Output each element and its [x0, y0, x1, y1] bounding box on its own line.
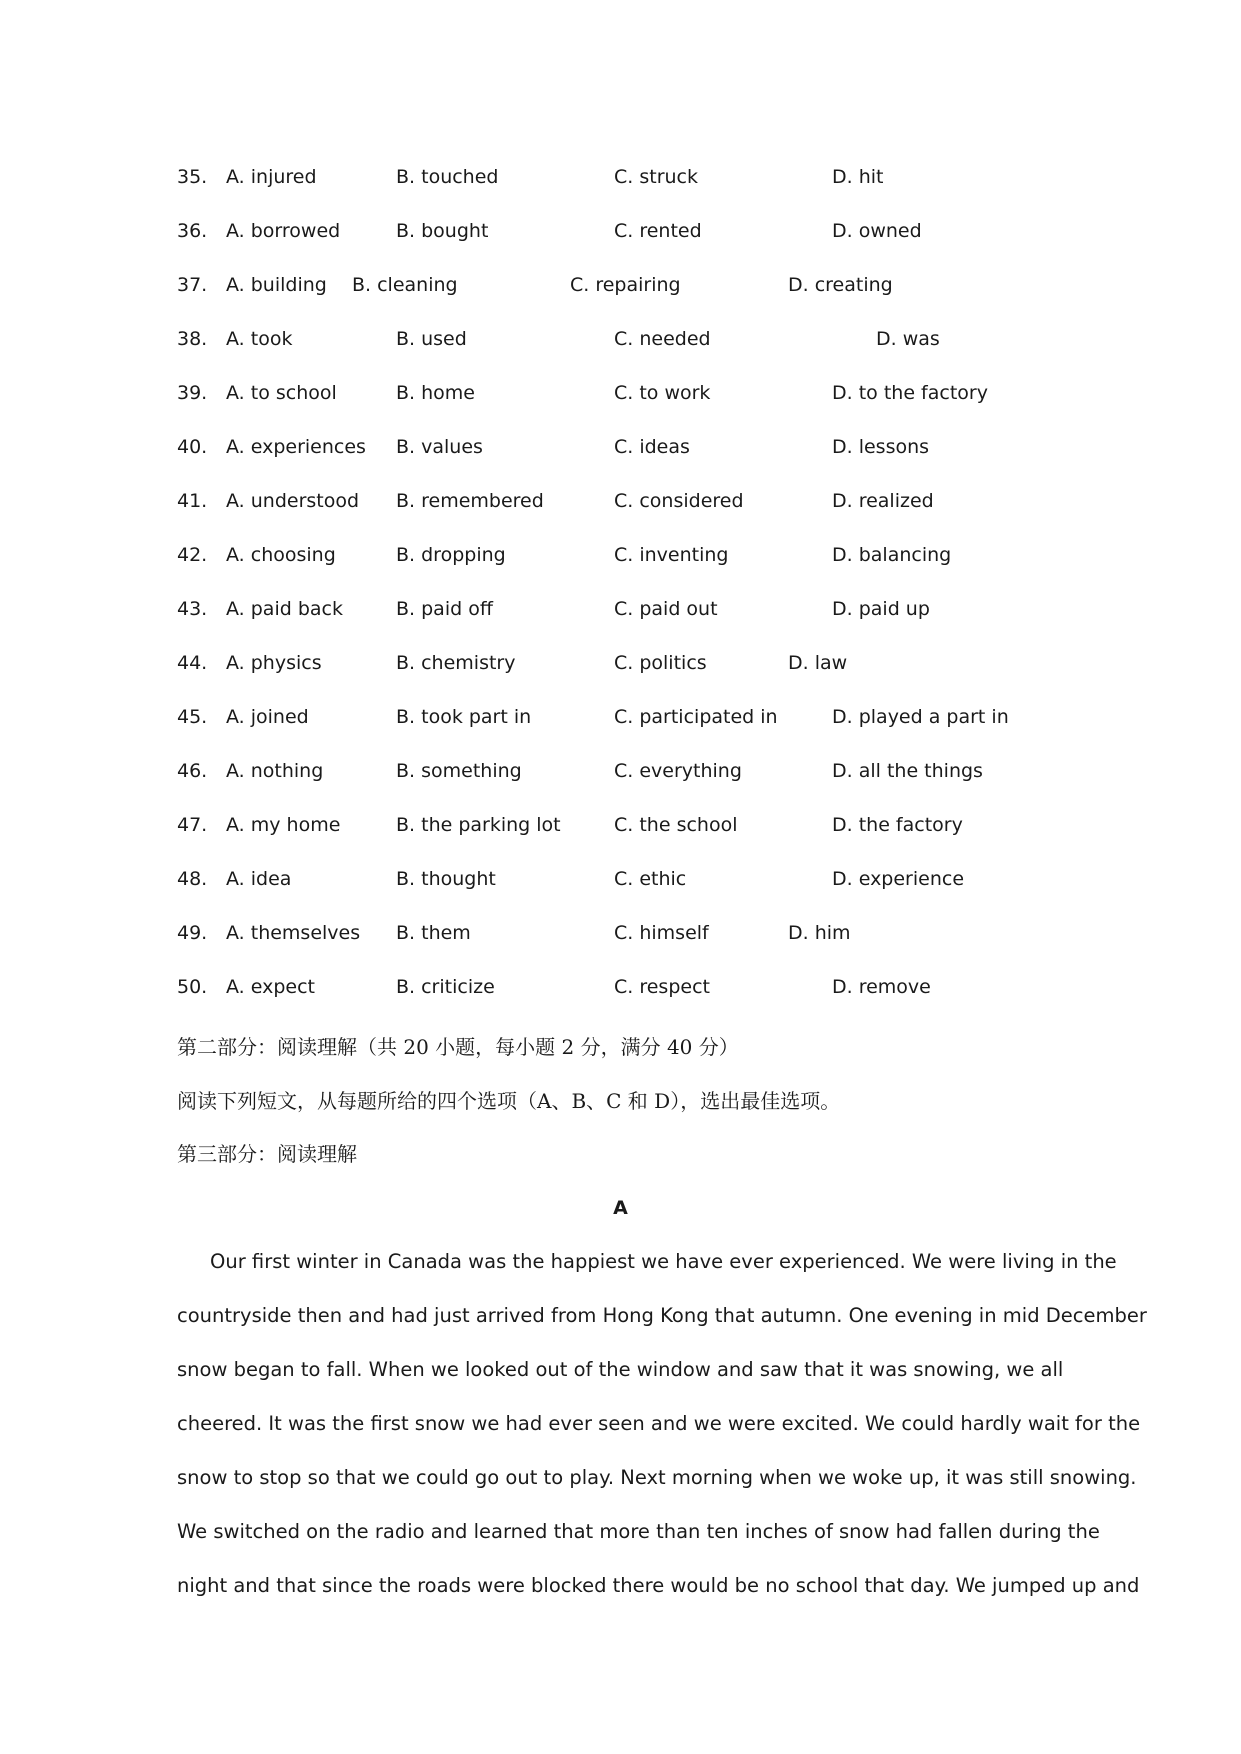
question-row — [0, 594, 1241, 624]
question-number: 44. — [177, 652, 208, 674]
option-d: D. remove — [832, 976, 931, 998]
question-row — [0, 702, 1241, 732]
option-b: B. something — [396, 760, 522, 782]
option-d: D. was — [876, 328, 940, 350]
option-b: B. bought — [396, 220, 489, 242]
option-a: A. paid back — [226, 598, 343, 620]
question-row — [0, 378, 1241, 408]
question-number: 48. — [177, 868, 208, 890]
option-a: A. injured — [226, 166, 317, 188]
option-d: D. paid up — [832, 598, 930, 620]
option-b: B. values — [396, 436, 483, 458]
option-d: D. law — [788, 652, 848, 674]
option-a: A. my home — [226, 814, 341, 836]
option-b: B. criticize — [396, 976, 495, 998]
question-row — [0, 216, 1241, 246]
option-b: B. cleaning — [352, 274, 458, 296]
passage-line: We switched on the radio and learned that more than ten inches of snow had fallen during the — [177, 1520, 1100, 1543]
question-row — [0, 324, 1241, 354]
option-c: C. paid out — [614, 598, 718, 620]
passage-line: cheered. It was the first snow we had ever seen and we were excited. We could hardly wait for the — [177, 1412, 1141, 1435]
option-c: C. inventing — [614, 544, 729, 566]
question-row — [0, 486, 1241, 516]
option-b: B. dropping — [396, 544, 506, 566]
option-a: A. borrowed — [226, 220, 341, 242]
question-row — [0, 648, 1241, 678]
option-c: C. considered — [614, 490, 744, 512]
option-b: B. thought — [396, 868, 496, 890]
option-c: C. ethic — [614, 868, 687, 890]
option-c: C. respect — [614, 976, 710, 998]
option-d: D. to the factory — [832, 382, 988, 404]
option-c: C. himself — [614, 922, 709, 944]
option-a: A. choosing — [226, 544, 336, 566]
option-c: C. rented — [614, 220, 702, 242]
passage-title: A — [613, 1197, 628, 1219]
question-number: 38. — [177, 328, 208, 350]
option-d: D. all the things — [832, 760, 983, 782]
passage-line: night and that since the roads were blocked there would be no school that day. We jumped up and — [177, 1574, 1140, 1597]
option-a: A. joined — [226, 706, 309, 728]
passage-line: snow to stop so that we could go out to play. Next morning when we woke up, it was still snowing. — [177, 1466, 1137, 1489]
option-a: A. to school — [226, 382, 337, 404]
option-d: D. lessons — [832, 436, 930, 458]
question-number: 45. — [177, 706, 208, 728]
option-a: A. building — [226, 274, 327, 296]
question-number: 46. — [177, 760, 208, 782]
option-c: C. the school — [614, 814, 738, 836]
option-b: B. home — [396, 382, 475, 404]
question-number: 40. — [177, 436, 208, 458]
option-d: D. owned — [832, 220, 922, 242]
option-d: D. the factory — [832, 814, 963, 836]
option-a: A. physics — [226, 652, 322, 674]
option-d: D. hit — [832, 166, 884, 188]
option-c: C. struck — [614, 166, 698, 188]
question-number: 49. — [177, 922, 208, 944]
option-a: A. took — [226, 328, 293, 350]
option-a: A. experiences — [226, 436, 366, 458]
question-row — [0, 270, 1241, 300]
option-c: C. to work — [614, 382, 711, 404]
question-number: 37. — [177, 274, 208, 296]
option-a: A. expect — [226, 976, 315, 998]
question-row — [0, 540, 1241, 570]
question-row — [0, 864, 1241, 894]
question-number: 41. — [177, 490, 208, 512]
option-d: D. played a part in — [832, 706, 1009, 728]
passage-line: snow began to fall. When we looked out of the window and saw that it was snowing, we all — [177, 1358, 1064, 1381]
section-two-heading: 第二部分：阅读理解（共 20 小题，每小题 2 分，满分 40 分） — [177, 1035, 739, 1059]
option-a: A. nothing — [226, 760, 324, 782]
option-b: B. chemistry — [396, 652, 516, 674]
option-c: C. politics — [614, 652, 707, 674]
option-b: B. used — [396, 328, 467, 350]
option-d: D. balancing — [832, 544, 952, 566]
question-number: 50. — [177, 976, 208, 998]
question-row — [0, 756, 1241, 786]
question-number: 35. — [177, 166, 208, 188]
option-a: A. idea — [226, 868, 292, 890]
question-number: 43. — [177, 598, 208, 620]
question-row — [0, 162, 1241, 192]
question-number: 42. — [177, 544, 208, 566]
question-number: 39. — [177, 382, 208, 404]
option-b: B. them — [396, 922, 471, 944]
question-number: 36. — [177, 220, 208, 242]
option-d: D. experience — [832, 868, 965, 890]
option-b: B. remembered — [396, 490, 544, 512]
option-c: C. needed — [614, 328, 711, 350]
question-number: 47. — [177, 814, 208, 836]
option-a: A. understood — [226, 490, 360, 512]
passage-line: countryside then and had just arrived from Hong Kong that autumn. One evening in mid December — [177, 1304, 1147, 1327]
option-d: D. creating — [788, 274, 893, 296]
question-row — [0, 972, 1241, 1002]
option-c: C. participated in — [614, 706, 778, 728]
option-c: C. ideas — [614, 436, 690, 458]
option-b: B. touched — [396, 166, 499, 188]
option-d: D. realized — [832, 490, 934, 512]
question-row — [0, 432, 1241, 462]
section-two-instruction: 阅读下列短文，从每题所给的四个选项（A、B、C 和 D），选出最佳选项。 — [177, 1089, 841, 1113]
option-b: B. the parking lot — [396, 814, 561, 836]
option-d: D. him — [788, 922, 851, 944]
option-b: B. took part in — [396, 706, 532, 728]
option-b: B. paid off — [396, 598, 493, 620]
option-c: C. everything — [614, 760, 742, 782]
option-a: A. themselves — [226, 922, 361, 944]
question-row — [0, 810, 1241, 840]
question-row — [0, 918, 1241, 948]
option-c: C. repairing — [570, 274, 681, 296]
passage-line: Our first winter in Canada was the happiest we have ever experienced. We were living in the — [210, 1250, 1117, 1273]
section-three-heading: 第三部分：阅读理解 — [177, 1142, 357, 1166]
